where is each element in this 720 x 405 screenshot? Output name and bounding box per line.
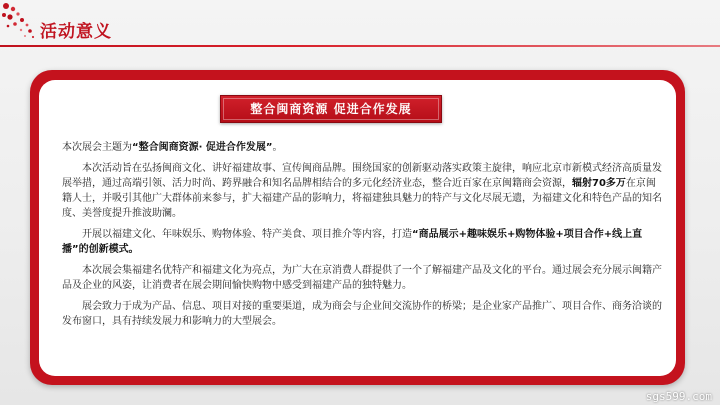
paragraph-purpose: [62, 161, 662, 221]
paragraph-format: [62, 227, 662, 257]
watermark: sgs599.com: [645, 390, 712, 403]
theme-lead: 本次展会主题为: [62, 142, 132, 153]
header-divider: [0, 45, 720, 47]
body-text: [62, 140, 662, 335]
theme-end: 。: [272, 142, 283, 153]
paragraph-highlights: 本次展会集福建名优特产和福建文化为亮点，为广大在京消费人群提供了一个了解福建产品及文化的平台。通过展会充分展示闽籍产品及企业的风姿，让消费者在展会期间愉快购物中感受到福建产品的独特魅力。: [62, 265, 662, 291]
paragraph-theme: [62, 140, 662, 155]
purpose-text-a: 本次活动旨在弘扬闽商文化、讲好福建故事、宣传闽商品牌。围绕国家的创新驱动落实政策主旋律，响应北京市新模式经济高质量发展举措，通过高端引领、活力时尚、跨界融合和知名品牌相结合的多元化经济业态，整合近百家在京闽籍商会资源，: [62, 163, 662, 189]
format-text: 开展以福建文化、年味娱乐、购物体验、特产美食、项目推介等内容，打造: [82, 229, 412, 240]
purpose-highlight: 辐射70多万: [572, 178, 626, 189]
format-highlight: “商品展示+趣味娱乐+购物体验+项目合作+线上直播”的创新模式。: [62, 229, 643, 255]
section-banner: [220, 95, 442, 123]
paragraph-goal: 展会致力于成为产品、信息、项目对接的重要渠道，成为商会与企业间交流协作的桥梁；是企业家产品推广、项目合作、商务洽谈的发布窗口，具有持续发展力和影响力的大型展会。: [62, 301, 662, 327]
purpose-text-c: 在京闽籍人士，并吸引其他广大群体前来参与，扩大福建产品的影响力，将福建独具魅力的特产与文化尽展无遗，为福建文化和特色产品的知名度、美誉度提升推波助澜。: [62, 178, 662, 219]
page-title: 活动意义: [40, 22, 112, 42]
theme-highlight: “整合闽商资源· 促进合作发展”: [132, 142, 273, 153]
header-decoration-icon: [0, 0, 40, 46]
banner-text: 整合闽商资源 促进合作发展: [250, 102, 412, 116]
